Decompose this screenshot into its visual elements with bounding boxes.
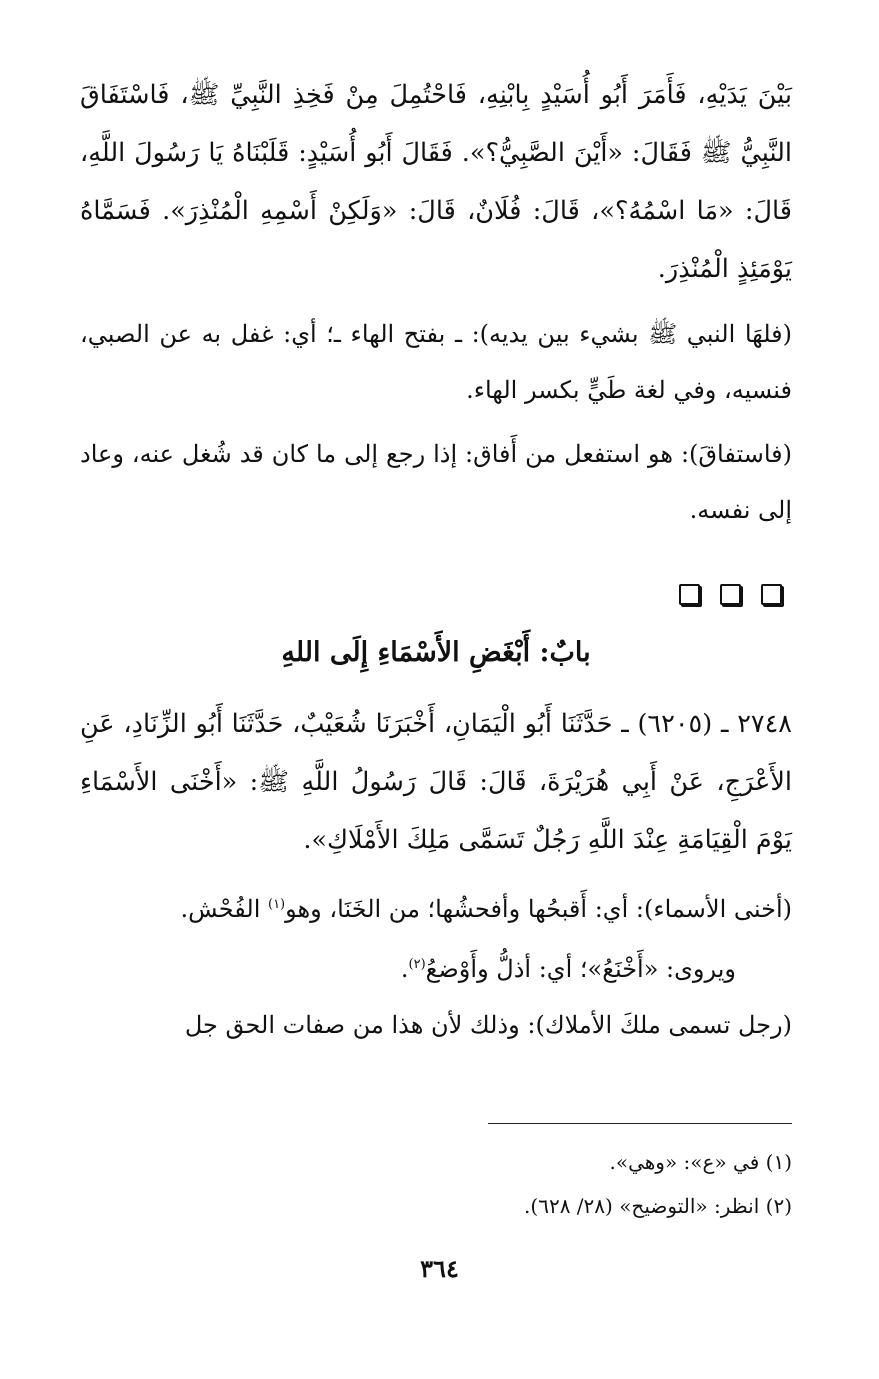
footnotes bbox=[80, 1140, 792, 1228]
square-ornament-icon bbox=[720, 584, 741, 605]
footnote: (٢) انظر: «التوضيح» (٢٨/ ٦٢٨). bbox=[524, 1194, 792, 1218]
commentary-text: ويروى: «أَخْنَعُ»؛ أي: أذلُّ وأَوْضعُ bbox=[425, 955, 736, 983]
hadith-text: ٢٧٤٨ ـ (٦٢٠٥) ـ حَدَّثَنَا أَبُو الْيَمَانِ، أَخْبَرَنَا شُعَيْبٌ، حَدَّثَنَا أَبُو الزِّنَادِ، عَنِ الأَعْرَجِ، عَنْ أَبِي هُرَيْرَةَ، قَالَ: قَالَ رَسُولُ اللَّهِ ﷺ: «أَخْنَى الأَسْمَاءِ يَوْمَ الْقِيَامَةِ عِنْدَ اللَّهِ رَجُلٌ تَسَمَّى مَلِكَ الأَمْلَاكِ». bbox=[80, 709, 792, 855]
footnote-divider bbox=[488, 1123, 792, 1124]
section-divider bbox=[80, 584, 792, 609]
commentary-paragraph bbox=[80, 877, 792, 937]
footnote-marker: (٢) bbox=[408, 957, 426, 972]
commentary-text: . bbox=[400, 955, 409, 983]
page-body bbox=[80, 66, 792, 1053]
commentary-paragraph: (رجل تسمى ملكَ الأملاك): وذلك لأن هذا من صفات الحق جل bbox=[184, 1011, 792, 1039]
hadith-continuation: بَيْنَ يَدَيْهِ، فَأَمَرَ أَبُو أُسَيْدٍ بِابْنِهِ، فَاحْتُمِلَ مِنْ فَخِذِ النَّبِيِّ ﷺ، فَاسْتَفَاقَ النَّبِيُّ ﷺ فَقَالَ: «أَيْنَ الصَّبِيُّ؟». فَقَالَ أَبُو أُسَيْدٍ: قَلَبْنَاهُ يَا رَسُولَ اللَّهِ، قَالَ: «مَا اسْمُهُ؟»، قَالَ: فُلَانٌ، قَالَ: «وَلَكِنْ أَسْمِهِ الْمُنْذِرَ». فَسَمَّاهُ يَوْمَئِذٍ الْمُنْذِرَ. bbox=[80, 80, 792, 284]
footnote: (١) في «ع»: «وهي». bbox=[609, 1150, 792, 1174]
commentary-paragraph: (فلهَا النبي ﷺ بشيء بين يديه): ـ بفتح الهاء ـ؛ أي: غفل به عن الصبي، فنسيه، وفي لغة طَيٍّ بكسر الهاء. bbox=[80, 320, 792, 404]
commentary-paragraph: (فاستفاقَ): هو استفعل من أَفاق: إذا رجع إلى ما كان قد شُغل عنه، وعاد إلى نفسه. bbox=[80, 440, 792, 524]
square-ornament-icon bbox=[761, 584, 782, 605]
commentary-paragraph bbox=[80, 937, 792, 997]
commentary-text: (أخنى الأسماء): أي: أَقبحُها وأفحشُها؛ من الخَنَا، وهو bbox=[285, 895, 792, 923]
chapter-title: بابٌ: أَبْغَضِ الأَسْمَاءِ إِلَى اللهِ bbox=[281, 637, 591, 668]
footnote-marker: (١) bbox=[267, 897, 286, 912]
square-ornament-icon bbox=[679, 584, 700, 605]
page-number: ٣٦٤ bbox=[420, 1254, 459, 1283]
commentary-text: الفُحْش. bbox=[180, 895, 268, 923]
